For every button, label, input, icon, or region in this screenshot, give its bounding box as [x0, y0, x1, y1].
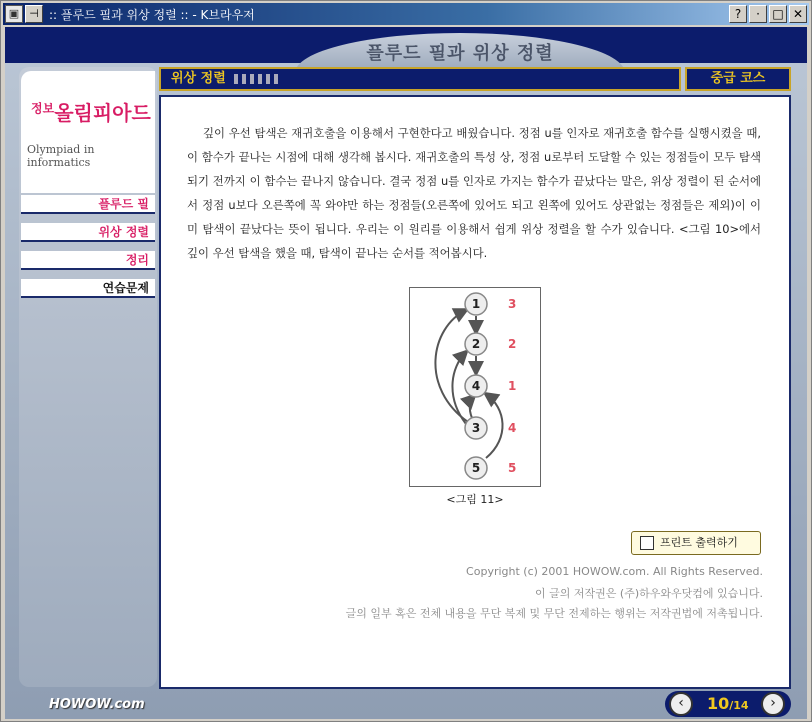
course-label: 중급 코스	[685, 67, 791, 91]
sidebar-item-flood-fill[interactable]: 플루드 필	[21, 195, 155, 214]
finish-order: 1	[508, 379, 517, 393]
finish-order: 4	[508, 421, 517, 435]
window-title: :: 플루드 필과 위상 정렬 :: - K브라우저	[49, 7, 255, 22]
sidebar	[19, 67, 157, 687]
title-bar	[3, 3, 809, 25]
page-client	[5, 27, 807, 719]
node-label: 4	[471, 379, 481, 393]
logo-text: $^{정보}$올림피아드	[31, 101, 151, 125]
sidebar-item-exercises[interactable]: 연습문제	[21, 279, 155, 298]
print-button[interactable]	[631, 531, 761, 555]
print-label: 프린트 출력하기	[660, 536, 738, 549]
edge-3-1	[435, 310, 468, 422]
logo-subtitle: Olympiad in informatics	[27, 143, 95, 169]
node-label: 3	[471, 421, 481, 435]
figure-caption: <그림 11>	[446, 493, 504, 506]
graph-svg	[410, 288, 542, 488]
sidebar-item-topological-sort[interactable]: 위상 정렬	[21, 223, 155, 242]
copyright-line: Copyright (c) 2001 HOWOW.com. All Rights Reserved.	[466, 565, 763, 578]
graph-figure	[409, 287, 541, 487]
prev-page-button[interactable]: ‹	[669, 692, 693, 716]
edge-3-2	[452, 352, 466, 424]
node-label: 2	[471, 337, 481, 351]
copyright-warning: 글의 일부 혹은 전체 내용을 무단 복제 및 무단 전제하는 행위는 저작권법에 저촉됩니다.	[345, 607, 763, 620]
finish-order: 2	[508, 337, 517, 351]
browser-icon[interactable]: ▣	[5, 5, 23, 23]
close-button[interactable]: ✕	[789, 5, 807, 23]
logo[interactable]	[21, 71, 155, 193]
printer-icon	[640, 536, 654, 550]
maximize-button[interactable]: □	[769, 5, 787, 23]
page-indicator: 10/14	[707, 694, 749, 713]
node-label: 1	[471, 297, 481, 311]
section-header: 위상 정렬	[159, 67, 681, 91]
sidebar-item-summary[interactable]: 정리	[21, 251, 155, 270]
body-paragraph: 깊이 우선 탐색은 재귀호출을 이용해서 구현한다고 배웠습니다. 정점 u를 인자로 재귀호출 함수를 실행시켰을 때, 이 함수가 끝나는 시점에 대해 생각해 봅시다. 재귀호출의 특성 상, 정점 u로부터 도달할 수 있는 정점들이 모두 탐색되기 전까지 이 함수는 끝나지 않습니다. 결국 정점 u를 인자로 가지는 함수가 끝났다는 말은, 위상 정렬이 된 순서에서 정점 u보다 오른쪽에 꼭 와야만 하는 정점들(오른쪽에 있어도 되고 왼쪽에 있어도 상관없는 정점들은 제외)이 이미 탐색이 끝났다는 뜻이 됩니다. 우리는 이 원리를 이용해서 쉽게 위상 정렬을 할 수가 있습니다. <그림 10>에서 깊이 우선 탐색을 했을 때, 탐색이 끝나는 순서를 적어봅시다.	[187, 126, 761, 260]
node-label: 5	[471, 461, 481, 475]
finish-order: 3	[508, 297, 517, 311]
next-page-button[interactable]: ›	[761, 692, 785, 716]
copyright-owner: 이 글의 저작권은 (주)하우와우닷컴에 있습니다.	[535, 587, 763, 600]
edge-5-4	[486, 394, 503, 458]
brand-logo[interactable]: HOWOW.com	[49, 697, 145, 712]
edge-3-4	[470, 396, 474, 418]
pager	[665, 691, 791, 717]
help-button[interactable]: ?	[729, 5, 747, 23]
finish-order: 5	[508, 461, 517, 475]
checker-decoration	[234, 74, 278, 84]
pin-icon[interactable]: ⊣	[25, 5, 43, 23]
page-title: 플루드 필과 위상 정렬	[366, 43, 554, 64]
minimize-button[interactable]: ·	[749, 5, 767, 23]
content-panel	[159, 95, 791, 689]
